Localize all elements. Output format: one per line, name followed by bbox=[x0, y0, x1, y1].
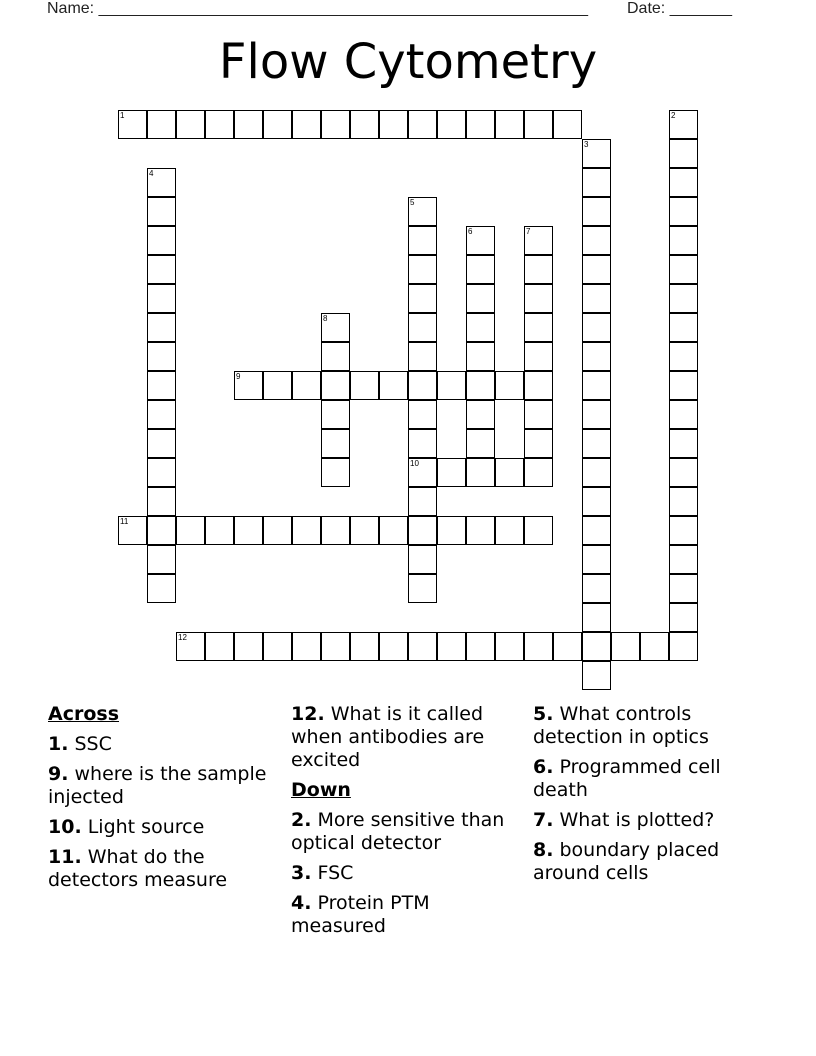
grid-cell bbox=[205, 110, 234, 139]
grid-cell bbox=[408, 574, 437, 603]
page-title: Flow Cytometry bbox=[218, 34, 598, 90]
grid-cell bbox=[582, 342, 611, 371]
clue-number: 1 bbox=[120, 111, 125, 120]
grid-cell bbox=[582, 487, 611, 516]
grid-cell bbox=[147, 342, 176, 371]
grid-cell bbox=[495, 110, 524, 139]
grid-cell bbox=[350, 632, 379, 661]
grid-cell bbox=[437, 371, 466, 400]
grid-cell bbox=[176, 632, 205, 661]
grid-cell bbox=[437, 516, 466, 545]
grid-cell bbox=[466, 632, 495, 661]
grid-cell bbox=[466, 371, 495, 400]
grid-cell bbox=[466, 429, 495, 458]
grid-cell bbox=[669, 197, 698, 226]
grid-cell bbox=[321, 458, 350, 487]
grid-cell bbox=[379, 632, 408, 661]
grid-cell bbox=[669, 632, 698, 661]
grid-cell bbox=[669, 371, 698, 400]
grid-cell bbox=[669, 284, 698, 313]
grid-cell bbox=[669, 400, 698, 429]
clue-down-8: 8. boundary placed around cells bbox=[533, 839, 720, 884]
grid-cell bbox=[466, 110, 495, 139]
grid-cell bbox=[147, 371, 176, 400]
grid-cell bbox=[466, 226, 495, 255]
grid-cell bbox=[524, 342, 553, 371]
clue-down-3: 3. FSC bbox=[291, 862, 354, 884]
clue-number: 6 bbox=[468, 227, 473, 236]
grid-cell bbox=[408, 313, 437, 342]
grid-cell bbox=[582, 458, 611, 487]
clue-number: 4 bbox=[149, 169, 154, 178]
grid-cell bbox=[379, 371, 408, 400]
grid-cell bbox=[408, 110, 437, 139]
clue-number: 7 bbox=[526, 227, 531, 236]
grid-cell bbox=[553, 110, 582, 139]
grid-cell bbox=[147, 110, 176, 139]
grid-cell bbox=[263, 516, 292, 545]
clue-number: 5 bbox=[410, 198, 415, 207]
grid-cell bbox=[582, 603, 611, 632]
grid-cell bbox=[408, 226, 437, 255]
grid-cell bbox=[118, 110, 147, 139]
grid-cell bbox=[495, 371, 524, 400]
grid-cell bbox=[408, 197, 437, 226]
grid-cell bbox=[408, 632, 437, 661]
grid-cell bbox=[321, 400, 350, 429]
grid-cell bbox=[669, 574, 698, 603]
date-field: Date: _______ bbox=[627, 0, 732, 17]
grid-cell bbox=[205, 516, 234, 545]
name-field: Name: _______________________________________________________ bbox=[47, 0, 588, 17]
grid-cell bbox=[669, 110, 698, 139]
grid-cell bbox=[582, 661, 611, 690]
grid-cell bbox=[582, 168, 611, 197]
clue-across-11: 11. What do the detectors measure bbox=[48, 846, 228, 891]
grid-cell bbox=[582, 400, 611, 429]
grid-cell bbox=[524, 632, 553, 661]
grid-cell bbox=[582, 574, 611, 603]
grid-cell bbox=[408, 516, 437, 545]
grid-cell bbox=[524, 284, 553, 313]
grid-cell bbox=[321, 371, 350, 400]
grid-cell bbox=[147, 458, 176, 487]
clue-across-12: 12. What is it called when antibodies are excited bbox=[291, 703, 485, 771]
grid-cell bbox=[582, 226, 611, 255]
grid-cell bbox=[408, 255, 437, 284]
grid-cell bbox=[524, 458, 553, 487]
grid-cell bbox=[234, 632, 263, 661]
grid-cell bbox=[147, 313, 176, 342]
grid-cell bbox=[582, 197, 611, 226]
grid-cell bbox=[669, 545, 698, 574]
grid-cell bbox=[292, 371, 321, 400]
grid-cell bbox=[553, 632, 582, 661]
grid-cell bbox=[582, 632, 611, 661]
grid-cell bbox=[582, 429, 611, 458]
clues-column-1 bbox=[48, 703, 283, 899]
grid-cell bbox=[147, 197, 176, 226]
grid-cell bbox=[495, 458, 524, 487]
grid-cell bbox=[524, 400, 553, 429]
clue-number: 8 bbox=[323, 314, 328, 323]
grid-cell bbox=[321, 342, 350, 371]
grid-cell bbox=[524, 226, 553, 255]
clue-number: 3 bbox=[584, 140, 589, 149]
grid-cell bbox=[466, 284, 495, 313]
grid-cell bbox=[669, 487, 698, 516]
grid-cell bbox=[582, 516, 611, 545]
grid-cell bbox=[408, 400, 437, 429]
grid-cell bbox=[640, 632, 669, 661]
grid-cell bbox=[669, 516, 698, 545]
grid-cell bbox=[669, 168, 698, 197]
grid-cell bbox=[147, 168, 176, 197]
grid-cell bbox=[582, 371, 611, 400]
clue-across-1: 1. SSC bbox=[48, 733, 112, 755]
grid-cell bbox=[466, 313, 495, 342]
grid-cell bbox=[466, 458, 495, 487]
clues-column-2 bbox=[291, 703, 527, 945]
grid-cell bbox=[524, 516, 553, 545]
grid-cell bbox=[234, 371, 263, 400]
grid-cell bbox=[669, 255, 698, 284]
grid-cell bbox=[176, 516, 205, 545]
down-heading: Down bbox=[291, 779, 351, 801]
clue-number: 11 bbox=[120, 517, 129, 526]
grid-cell bbox=[118, 516, 147, 545]
grid-cell bbox=[582, 255, 611, 284]
grid-cell bbox=[147, 516, 176, 545]
clue-number: 12 bbox=[178, 633, 187, 642]
grid-cell bbox=[669, 429, 698, 458]
grid-cell bbox=[147, 545, 176, 574]
grid-cell bbox=[263, 371, 292, 400]
grid-cell bbox=[292, 110, 321, 139]
grid-cell bbox=[147, 284, 176, 313]
grid-cell bbox=[321, 429, 350, 458]
grid-cell bbox=[524, 371, 553, 400]
clue-number: 9 bbox=[236, 372, 241, 381]
clue-number: 10 bbox=[410, 459, 419, 468]
clue-number: 2 bbox=[671, 111, 676, 120]
grid-cell bbox=[466, 516, 495, 545]
grid-cell bbox=[176, 110, 205, 139]
grid-cell bbox=[669, 226, 698, 255]
grid-cell bbox=[524, 313, 553, 342]
grid-cell bbox=[524, 255, 553, 284]
clue-down-5: 5. What controls detection in optics bbox=[533, 703, 709, 748]
grid-cell bbox=[611, 632, 640, 661]
grid-cell bbox=[205, 632, 234, 661]
grid-cell bbox=[263, 110, 292, 139]
grid-cell bbox=[350, 371, 379, 400]
grid-cell bbox=[669, 342, 698, 371]
grid-cell bbox=[263, 632, 292, 661]
grid-cell bbox=[495, 632, 524, 661]
grid-cell bbox=[582, 284, 611, 313]
grid-cell bbox=[408, 429, 437, 458]
grid-cell bbox=[408, 545, 437, 574]
clue-across-9: 9. where is the sample injected bbox=[48, 763, 267, 808]
grid-cell bbox=[350, 516, 379, 545]
grid-cell bbox=[147, 255, 176, 284]
grid-cell bbox=[582, 139, 611, 168]
grid-cell bbox=[437, 458, 466, 487]
grid-cell bbox=[292, 516, 321, 545]
grid-cell bbox=[147, 574, 176, 603]
grid-cell bbox=[321, 110, 350, 139]
grid-cell bbox=[350, 110, 379, 139]
grid-cell bbox=[669, 139, 698, 168]
grid-cell bbox=[147, 400, 176, 429]
grid-cell bbox=[437, 110, 466, 139]
clue-down-4: 4. Protein PTM measured bbox=[291, 892, 430, 937]
grid-cell bbox=[466, 342, 495, 371]
grid-cell bbox=[321, 632, 350, 661]
clue-down-2: 2. More sensitive than optical detector bbox=[291, 809, 505, 854]
grid-cell bbox=[408, 284, 437, 313]
grid-cell bbox=[524, 110, 553, 139]
grid-cell bbox=[669, 458, 698, 487]
clues-column-3 bbox=[533, 703, 773, 892]
clue-across-10: 10. Light source bbox=[48, 816, 205, 838]
grid-cell bbox=[147, 487, 176, 516]
grid-cell bbox=[147, 429, 176, 458]
clue-down-6: 6. Programmed cell death bbox=[533, 756, 721, 801]
grid-cell bbox=[408, 371, 437, 400]
grid-cell bbox=[234, 516, 263, 545]
grid-cell bbox=[437, 632, 466, 661]
across-heading: Across bbox=[48, 703, 120, 725]
grid-cell bbox=[669, 603, 698, 632]
clue-down-7: 7. What is plotted? bbox=[533, 809, 715, 831]
grid-cell bbox=[524, 429, 553, 458]
grid-cell bbox=[466, 255, 495, 284]
grid-cell bbox=[466, 400, 495, 429]
grid-cell bbox=[292, 632, 321, 661]
grid-cell bbox=[379, 516, 408, 545]
grid-cell bbox=[147, 226, 176, 255]
grid-cell bbox=[495, 516, 524, 545]
grid-cell bbox=[582, 313, 611, 342]
grid-cell bbox=[408, 342, 437, 371]
grid-cell bbox=[321, 313, 350, 342]
grid-cell bbox=[582, 545, 611, 574]
grid-cell bbox=[321, 516, 350, 545]
grid-cell bbox=[379, 110, 408, 139]
grid-cell bbox=[408, 458, 437, 487]
grid-cell bbox=[408, 487, 437, 516]
grid-cell bbox=[669, 313, 698, 342]
grid-cell bbox=[234, 110, 263, 139]
